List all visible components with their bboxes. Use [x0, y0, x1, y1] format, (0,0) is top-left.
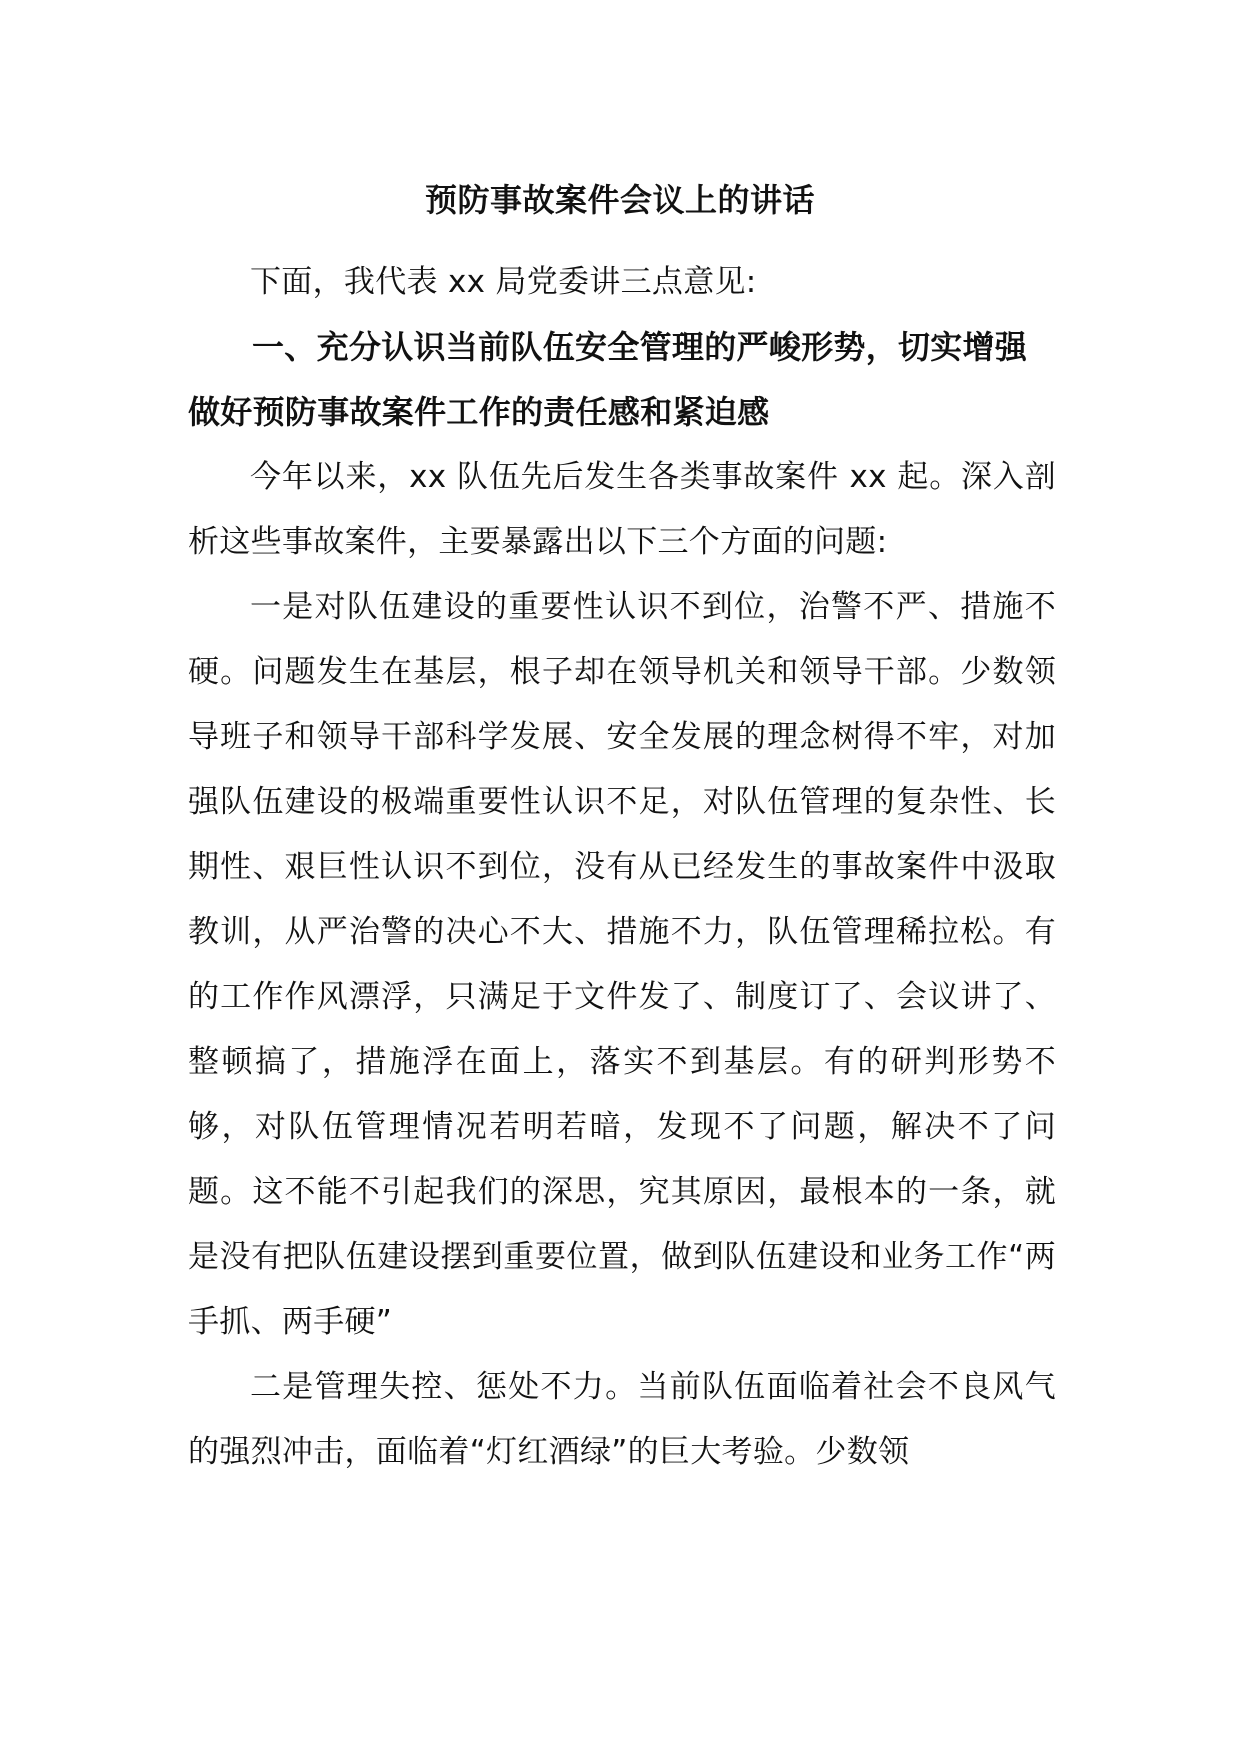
intro-paragraph: 下面，我代表 xx 局党委讲三点意见: — [250, 264, 757, 300]
body-paragraph-2: 一是对队伍建设的重要性认识不到位，治警不严、措施不硬。问题发生在基层，根子却在领导机关和领导干部。少数领导班子和领导干部科学发展、安全发展的理念树得不牢，对加强队伍建设的极端重要性认识不足，对队伍管理的复杂性、长期性、艰巨性认识不到位，没有从已经发生的事故案件中汲取教训，从严治警的决心不大、措施不力，队伍管理稀拉松。有的工作作风漂浮，只满足于文件发了、制度订了、会议讲了、整顿搞了，措施浮在面上，落实不到基层。有的研判形势不够，对队伍管理情况若明若暗，发现不了问题，解决不了问题。这不能不引起我们的深思，究其原因，最根本的一条，就是没有把队伍建设摆到重要位置，做到队伍建设和业务工作“两手抓、两手硬” — [188, 589, 1056, 1340]
section-heading-1: 一、充分认识当前队伍安全管理的严峻形势，切实增强做好预防事故案件工作的责任感和紧迫感 — [188, 328, 1028, 431]
document-body — [188, 250, 1056, 1485]
document-title: 预防事故案件会议上的讲话 — [424, 181, 815, 219]
body-paragraph-3: 二是管理失控、惩处不力。当前队伍面临着社会不良风气的强烈冲击，面临着“灯红酒绿”的巨大考验。少数领 — [188, 1369, 1056, 1470]
body-paragraph-1: 今年以来，xx 队伍先后发生各类事故案件 xx 起。深入剖析这些事故案件，主要暴露出以下三个方面的问题: — [188, 459, 1056, 560]
